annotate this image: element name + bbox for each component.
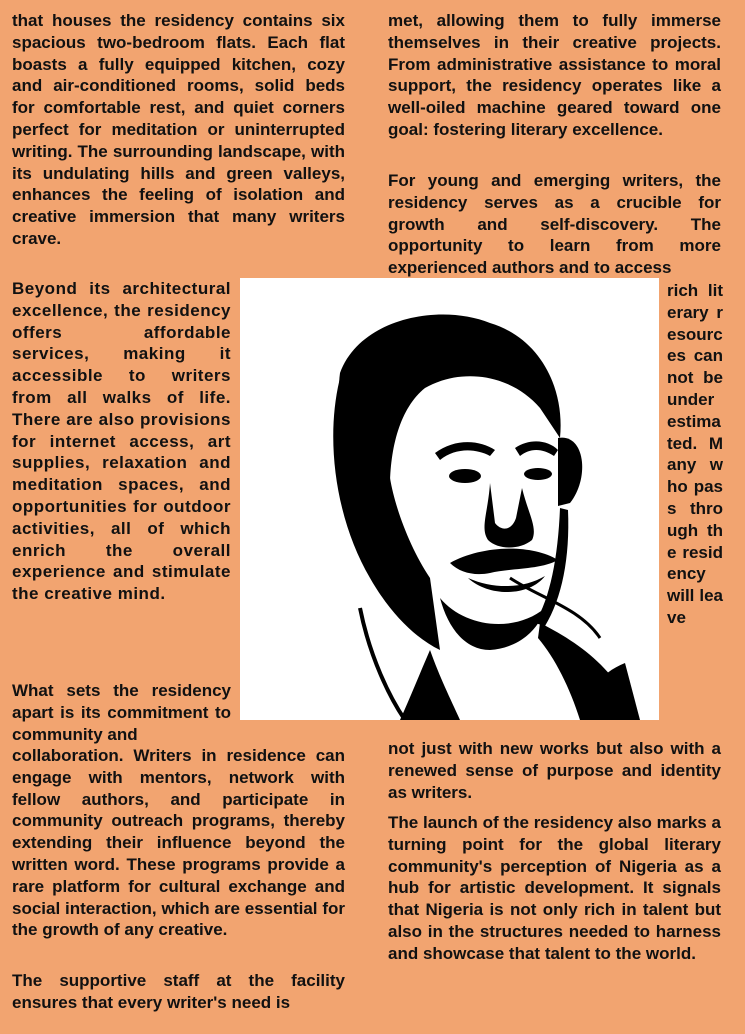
left-paragraph-2: Beyond its architectural excellence, the residency offers affordable services, making it accessible to writers from all walks of life. There are also provisions for internet access, art supplies, relaxation and meditation spaces, and opportunities for outdoor activities, all of which enrich the overall experience and stimulate the creative mind. (12, 279, 231, 604)
portrait-eyebrow-left (435, 442, 495, 460)
right-paragraph-2-continued: not just with new works but also with a renewed sense of purpose and identity as writers. (388, 739, 721, 802)
right-paragraph-1: met, allowing them to fully immerse themselves in their creative projects. From administrative assistance to moral support, the residency operates like a well-oiled machine geared toward one goal: fostering literary excellence. (388, 11, 721, 139)
portrait-beard (440, 598, 545, 650)
right-paragraph-2: For young and emerging writers, the residency serves as a crucible for growth and self-discovery. The opportunity to learn from more experienced authors and to access (388, 171, 721, 278)
portrait-ear (558, 438, 582, 506)
portrait-neck (400, 650, 460, 720)
left-paragraph-3: collaboration. Writers in residence can engage with mentors, network with fellow authors, and participate in community outreach programs, thereby extending their influence beyond the written word. These programs provide a rare platform for cultural exchange and social interaction, which are essential for the growth of any creative. (12, 746, 345, 940)
portrait-mustache (450, 549, 558, 574)
left-paragraph-1: that houses the residency contains six spacious two-bedroom flats. Each flat boasts a fully equipped kitchen, cozy and air-conditioned rooms, solid beds for comfortable rest, and quiet corners perfect for meditation or uninterrupted writing. The surrounding landscape, with its undulating hills and green valleys, enhances the feeling of isolation and creative immersion that many writers crave. (12, 11, 345, 248)
portrait-shoulder-line (360, 608, 405, 720)
left-paragraph-4: The supportive staff at the facility ensures that every writer's need is (12, 971, 345, 1012)
right-paragraph-2-narrow: rich literary resources cannot be underestimated. Many who pass through the residency will leave (667, 281, 723, 627)
portrait-eye-left (449, 469, 481, 483)
portrait-eye-right (524, 468, 552, 480)
portrait-drawing (240, 278, 659, 720)
left-paragraph-3-narrow: What sets the residency apart is its commitment to community and (12, 681, 231, 744)
portrait-face-shadow (333, 378, 440, 650)
portrait-eyebrow-right (515, 441, 558, 456)
right-paragraph-3: The launch of the residency also marks a turning point for the global literary community's perception of Nigeria as a hub for artistic development. It signals that Nigeria is not only rich in talent but also in the structures needed to harness and showcase that talent to the world. (388, 813, 721, 963)
portrait-illustration (240, 278, 659, 720)
portrait-nose (485, 483, 534, 548)
